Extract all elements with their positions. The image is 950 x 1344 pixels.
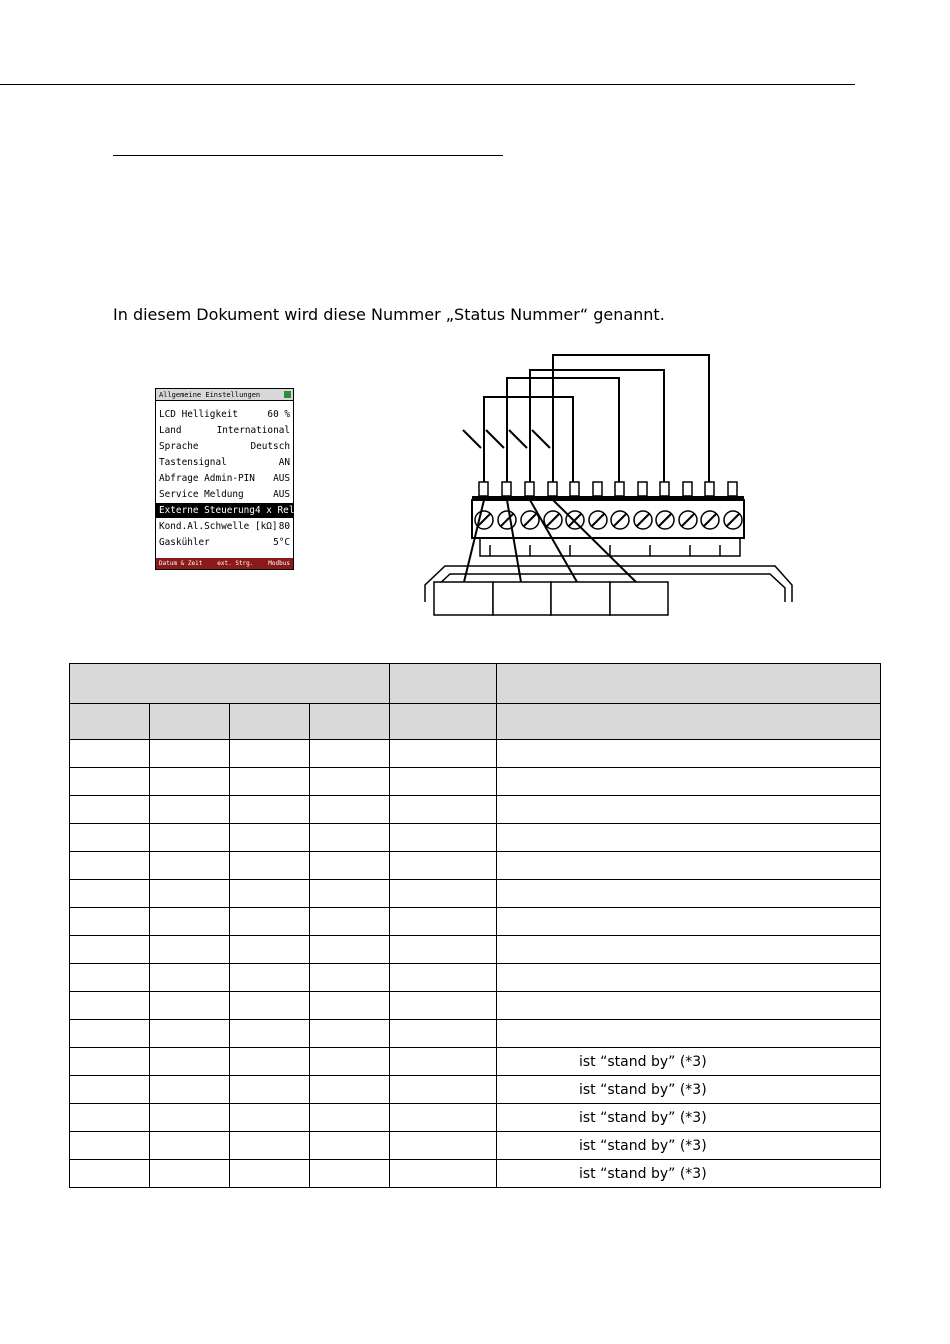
header-cell-inputs [70, 664, 390, 704]
lcd-row-admin-pin: Abfrage Admin-PIN AUS [159, 473, 290, 484]
row-description: ist “stand by” (*3) [497, 1048, 881, 1076]
row-description: ist “stand by” (*3) [497, 1104, 881, 1132]
lead-3 [509, 430, 527, 448]
lcd-title-bar [156, 389, 293, 401]
row-description [497, 964, 881, 992]
lcd-row-brightness: LCD Helligkeit 60 % [159, 409, 290, 420]
lcd-row-country: Land International [159, 425, 290, 436]
row-description [497, 992, 881, 1020]
subheader-cell [310, 704, 390, 740]
header-rule [0, 84, 855, 85]
subheader-cell [70, 704, 150, 740]
table-row [70, 992, 881, 1020]
output-boxes [434, 582, 668, 615]
row-description [497, 852, 881, 880]
table-row [70, 768, 881, 796]
lcd-row-language: Sprache Deutsch [159, 441, 290, 452]
table-row [70, 964, 881, 992]
row-description [497, 740, 881, 768]
terminal-wiring-diagram [420, 350, 810, 620]
lcd-settings-screen [155, 388, 301, 570]
jumper-wire-2 [507, 378, 619, 482]
terminal-pins [479, 482, 737, 496]
table-row [70, 1048, 881, 1076]
row-description [497, 936, 881, 964]
row-description: ist “stand by” (*3) [497, 1076, 881, 1104]
table-row [70, 1104, 881, 1132]
subheader-cell [390, 704, 497, 740]
row-description: ist “stand by” (*3) [497, 1160, 881, 1188]
table-row [70, 740, 881, 768]
lcd-row-service: Service Meldung AUS [159, 489, 290, 500]
row-description [497, 880, 881, 908]
header-cell-status [390, 664, 497, 704]
jumper-wire-4 [553, 355, 709, 482]
table-row [70, 908, 881, 936]
table-row [70, 1076, 881, 1104]
table-row [70, 1020, 881, 1048]
row-description [497, 768, 881, 796]
intro-text: In diesem Dokument wird diese Nummer „Status Nummer“ genannt. [113, 305, 665, 324]
lcd-row-external-control: Externe Steuerung 4 x Rel. [156, 503, 293, 518]
table-row [70, 796, 881, 824]
lcd-row-cond-threshold: Kond.Al.Schwelle [kΩ] 80 [159, 521, 290, 532]
subheader-cell [497, 704, 881, 740]
row-description [497, 824, 881, 852]
table-row [70, 880, 881, 908]
lcd-title: Allgemeine Einstellungen [159, 391, 261, 399]
table-subheader-row [70, 704, 881, 740]
header-cell-description [497, 664, 881, 704]
table-row [70, 936, 881, 964]
table-row [70, 824, 881, 852]
heading-underline [113, 155, 503, 156]
lead-4 [532, 430, 550, 448]
row-description: ist “stand by” (*3) [497, 1132, 881, 1160]
row-description [497, 796, 881, 824]
table-row [70, 852, 881, 880]
lead-2 [486, 430, 504, 448]
lcd-row-key-signal: Tastensignal AN [159, 457, 290, 468]
status-table [69, 663, 881, 1188]
lcd-row-gas-cooler: Gaskühler 5°C [159, 537, 290, 548]
jumper-wire-3 [530, 370, 664, 482]
jumper-wire-1 [484, 397, 573, 482]
row-description [497, 908, 881, 936]
table-row [70, 1132, 881, 1160]
lcd-footer-bar: Datum & Zeit ext. Strg. Modbus [156, 558, 293, 569]
table-header-row [70, 664, 881, 704]
table-row [70, 1160, 881, 1188]
lcd-status-icon [284, 391, 291, 398]
subheader-cell [150, 704, 230, 740]
subheader-cell [230, 704, 310, 740]
row-description [497, 1020, 881, 1048]
lead-1 [463, 430, 481, 448]
